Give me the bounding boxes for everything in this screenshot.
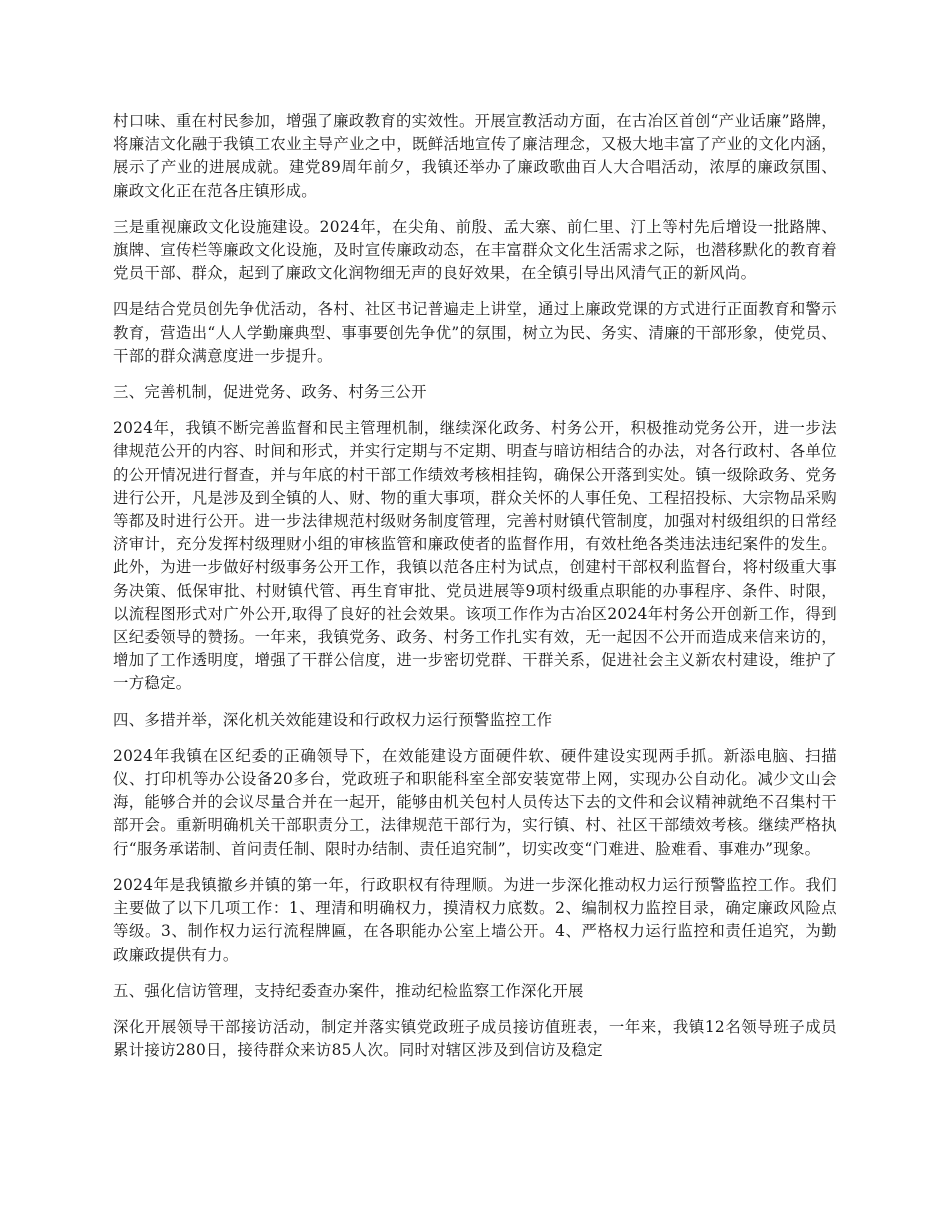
- section-heading-five: 五、强化信访管理，支持纪委查办案件，推动纪检监察工作深化开展: [113, 981, 584, 1000]
- paragraph-petitions: 深化开展领导干部接访活动，制定并落实镇党政班子成员接访值班表，一年来，我镇12名领导班子成员累计接访280日，接待群众来访85人次。同时对辖区涉及到信访及稳定: [113, 1017, 837, 1060]
- paragraph-power-monitoring: 2024年是我镇撤乡并镇的第一年，行政职权有待理顺。为进一步深化推动权力运行预警监控工作。我们主要做了以下几项工作：1、理清和明确权力，摸清权力底数。2、编制权力监控目录，确定廉政风险点等级。3、制作权力运行流程牌匾，在各职能办公室上墙公开。4、严格权力运行监控和责任追究，为勤政廉政提供有力。: [113, 875, 837, 964]
- paragraph-village-education: 村口味、重在村民参加，增强了廉政教育的实效性。开展宣教活动方面，在古冶区首创“产业话廉”路牌，将廉洁文化融于我镇工农业主导产业之中，既鲜活地宣传了廉洁理念，又极大地丰富了产业的文化内涵，展示了产业的进展成就。建党89周年前夕，我镇还举办了廉政歌曲百人大合唱活动，浓厚的廉政氛围、廉政文化正在范各庄镇形成。: [113, 112, 837, 200]
- paragraph-party-members: 四是结合党员创先争优活动，各村、社区书记普遍走上讲堂，通过上廉政党课的方式进行正面教育和警示教育，营造出“人人学勤廉典型、事事要创先争优”的氛围，树立为民、务实、清廉的干部形象，使党员、干部的群众满意度进一步提升。: [113, 300, 837, 365]
- paragraph-efficiency: 2024年我镇在区纪委的正确领导下，在效能建设方面硬件软、硬件建设实现两手抓。新添电脑、扫描仪、打印机等办公设备20多台，党政班子和职能科室全部安装宽带上网，实现办公自动化。减少文山会海，能够合并的会议尽量合并在一起开，能够由机关包村人员传达下去的文件和会议精神就绝不召集村干部开会。重新明确机关干部职责分工，法律规范干部行为，实行镇、村、社区干部绩效考核。继续严格执行“服务承诺制、首问责任制、限时办结制、责任追究制”，切实改变“门难进、脸难看、事难办”现象。: [113, 746, 837, 858]
- section-heading-three: 三、完善机制，促进党务、政务、村务三公开: [113, 383, 427, 402]
- section-heading-four: 四、多措并举，深化机关效能建设和行政权力运行预警监控工作: [113, 710, 553, 729]
- paragraph-facilities: 三是重视廉政文化设施建设。2024年，在尖角、前殷、孟大寨、前仁里、汀上等村先后增设一批路牌、旗牌、宣传栏等廉政文化设施，及时宣传廉政动态，在丰富群众文化生活需求之际，也潜移默化的教育着党员干部、群众，起到了廉政文化润物细无声的良好效果，在全镇引导出风清气正的新风尚。: [113, 217, 837, 283]
- paragraph-open-affairs: 2024年，我镇不断完善监督和民主管理机制，继续深化政务、村务公开，积极推动党务公开，进一步法律规范公开的内容、时间和形式，并实行定期与不定期、明查与暗访相结合的办法，对各行政村、各单位的公开情况进行督查，并与年底的村干部工作绩效考核相挂钩，确保公开落到实处。镇一级除政务、党务进行公开，凡是涉及到全镇的人、财、物的重大事项，群众关怀的人事任免、工程招投标、大宗物品采购等都及时进行公开。进一步法律规范村级财务制度管理，完善村财镇代管制度，加强对村级组织的日常经济审计，充分发挥村级理财小组的审核监管和廉政使者的监督作用，有效杜绝各类违法违纪案件的发生。此外，为进一步做好村级事务公开工作，我镇以范各庄村为试点，创建村干部权利监督台，将村级重大事务决策、低保审批、村财镇代管、再生育审批、党员进展等9项村级重点职能的办事程序、条件、时限，以流程图形式对广外公开,取得了良好的社会效果。该项工作作为古冶区2024年村务公开创新工作，得到区纪委领导的赞扬。一年来，我镇党务、政务、村务工作扎实有效，无一起因不公开而造成来信来访的，增加了工作透明度，增强了干群公信度，进一步密切党群、干群关系，促进社会主义新农村建设，维护了一方稳定。: [113, 419, 837, 693]
